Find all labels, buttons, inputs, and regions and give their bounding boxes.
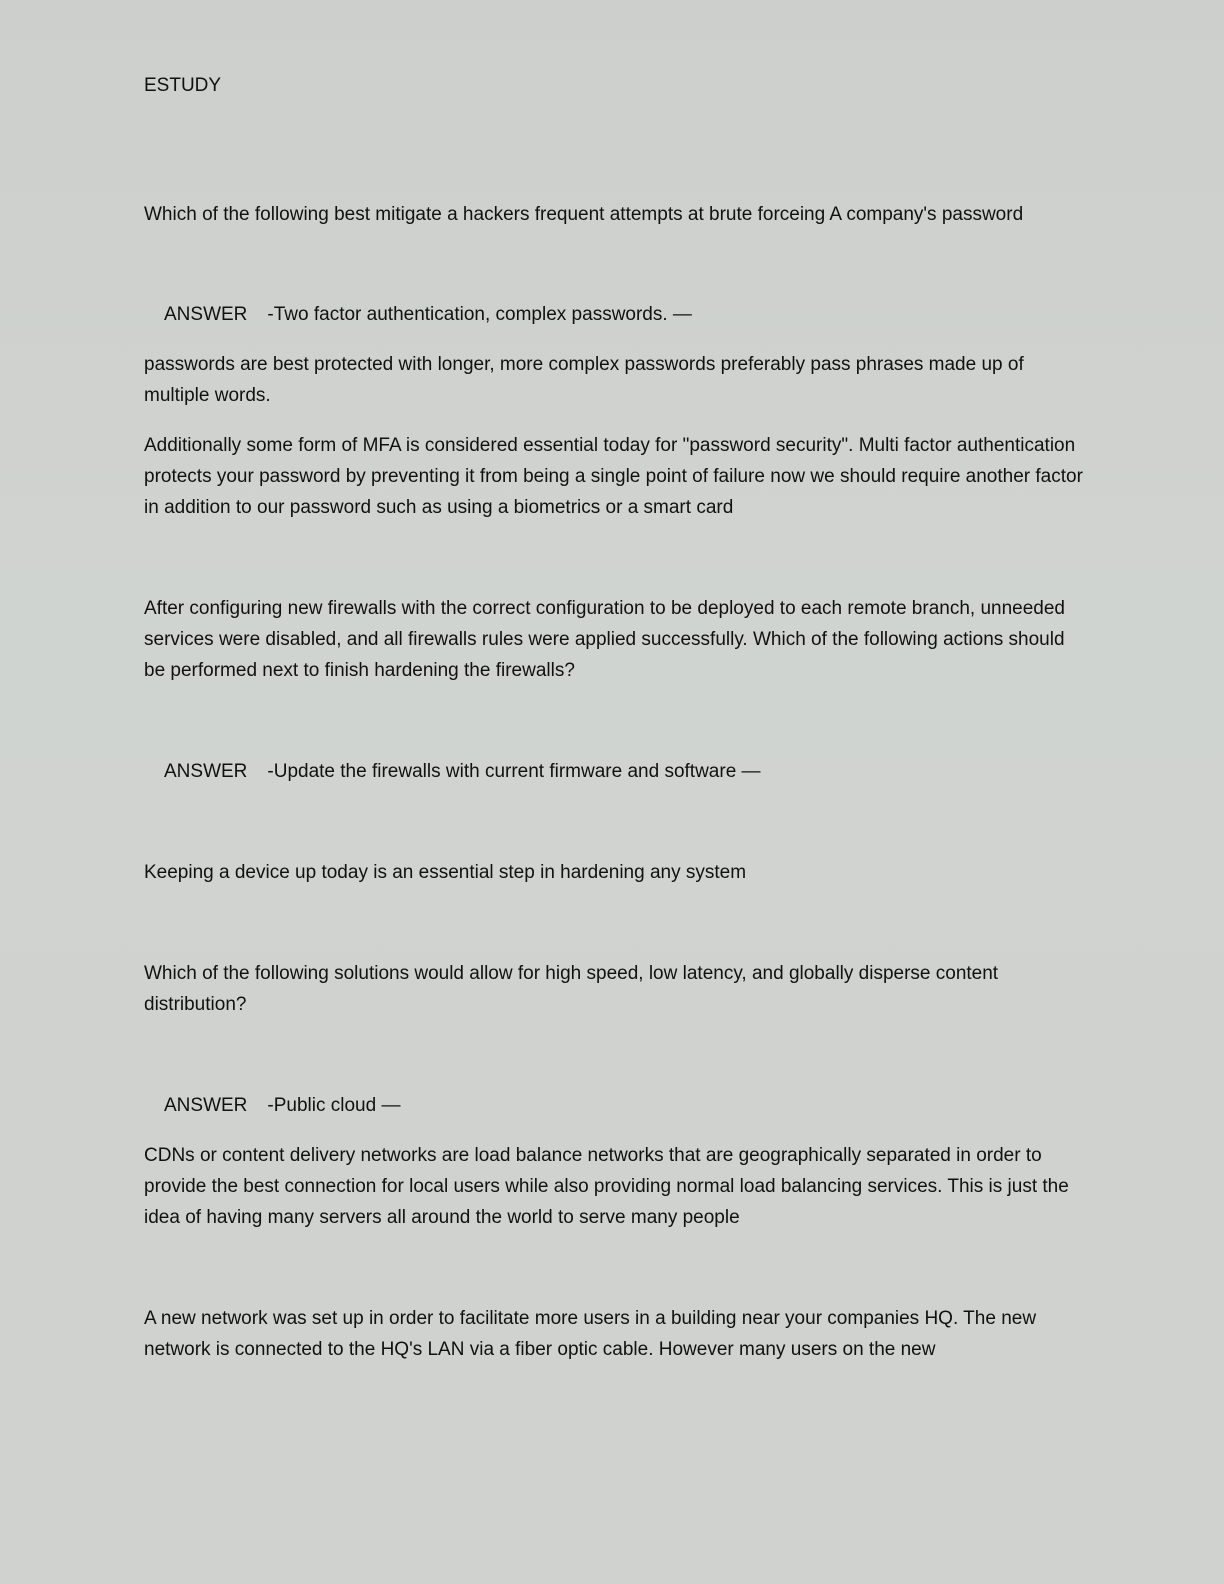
document-header: ESTUDY — [144, 75, 222, 96]
answer-1-text: -Two factor authentication, complex passwords. — — [267, 304, 692, 325]
answer-2-text: -Update the firewalls with current firmware and software — — [267, 761, 761, 782]
answer-3 — [144, 1090, 1084, 1121]
answer-1-tag: ANSWER — [164, 304, 248, 325]
question-3: Which of the following solutions would allow for high speed, low latency, and globally disperse content distribution? — [144, 963, 999, 1015]
explanation-1b: Additionally some form of MFA is considered essential today for "password security". Multi factor authentication protects your password by preventing it from being a single point of failure now we should require another factor in addition to our password such as using a biometrics or a smart card — [144, 435, 1083, 518]
explanation-3: CDNs or content delivery networks are load balance networks that are geographically separated in order to provide the best connection for local users while also providing normal load balancing services. This is just the idea of having many servers all around the world to serve many people — [144, 1145, 1069, 1228]
answer-3-tag: ANSWER — [164, 1095, 248, 1116]
explanation-2: Keeping a device up today is an essential step in hardening any system — [144, 862, 747, 883]
explanation-1a: passwords are best protected with longer, more complex passwords preferably pass phrases made up of multiple words. — [144, 354, 1024, 406]
question-2: After configuring new firewalls with the correct configuration to be deployed to each remote branch, unneeded services were disabled, and all firewalls rules were applied successfully. Which of the following actions should be performed next to finish hardening the firewalls? — [144, 598, 1065, 681]
question-4: A new network was set up in order to facilitate more users in a building near your companies HQ. The new network is connected to the HQ's LAN via a fiber optic cable. However many users on the new — [144, 1308, 1037, 1360]
answer-3-text: -Public cloud — — [267, 1095, 401, 1116]
answer-2 — [144, 756, 1084, 787]
answer-2-tag: ANSWER — [164, 761, 248, 782]
question-1: Which of the following best mitigate a hackers frequent attempts at brute forceing A company's password — [144, 204, 1024, 225]
answer-1 — [144, 299, 1084, 330]
document-content — [144, 70, 1084, 1365]
